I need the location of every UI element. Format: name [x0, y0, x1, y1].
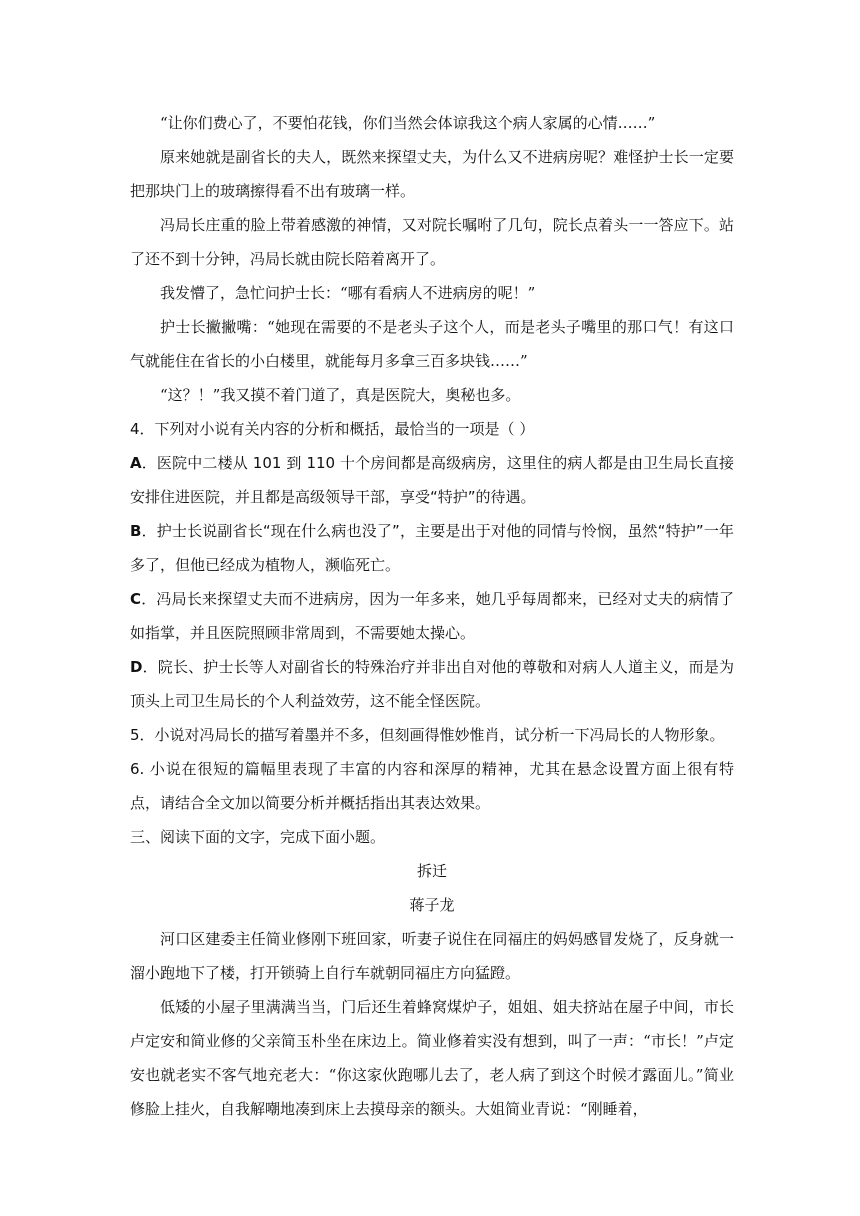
- option-text: ．冯局长来探望丈夫而不进病房，因为一年多来，她几乎每周都来，已经对丈夫的病情了如指掌，并且医院照顾非常周到，不需要她太操心。: [130, 590, 734, 642]
- option-text: ．医院中二楼从 101 到 110 十个房间都是高级病房，这里住的病人都是由卫生局长直接安排住进医院，并且都是高级领导干部，享受“特护”的待遇。: [130, 454, 734, 506]
- story-paragraph: 河口区建委主任简业修刚下班回家，听妻子说住在同福庄的妈妈感冒发烧了，反身就一溜小跑地下了楼，打开锁骑上自行车就朝同福庄方向猛蹬。: [130, 930, 734, 982]
- question-4-option-d: [130, 650, 734, 718]
- option-label: B: [130, 522, 142, 540]
- question-4-option-b: [130, 514, 734, 582]
- question-4-option-a: [130, 446, 734, 514]
- story-paragraph: “让你们费心了，不要怕花钱，你们当然会体谅我这个病人家属的心情……”: [160, 114, 656, 132]
- option-label: A: [130, 454, 142, 472]
- story-paragraph: “这？！”我又摸不着门道了，真是医院大，奥秘也多。: [160, 386, 521, 404]
- option-label: D: [130, 658, 143, 676]
- story-title: 拆迁: [416, 862, 447, 880]
- story-paragraph: 冯局长庄重的脸上带着感激的神情，又对院长嘱咐了几句，院长点着头一一答应下。站了还不到十分钟，冯局长就由院长陪着离开了。: [130, 216, 734, 268]
- question-5: 5．小说对冯局长的描写着墨并不多，但刻画得惟妙惟肖，试分析一下冯局长的人物形象。: [130, 726, 725, 744]
- story-paragraph: 护士长撇撇嘴：“她现在需要的不是老头子这个人，而是老头子嘴里的那口气！有这口气就能住在省长的小白楼里，就能每月多拿三百多块钱……”: [130, 318, 734, 370]
- question-4-stem: 4．下列对小说有关内容的分析和概括，最恰当的一项是（ ）: [130, 420, 535, 438]
- document-page: [130, 106, 734, 1126]
- story-author: 蒋子龙: [409, 896, 455, 914]
- option-label: C: [130, 590, 142, 608]
- story-paragraph: 我发懵了，急忙问护士长：“哪有看病人不进病房的呢！”: [160, 284, 536, 302]
- story-paragraph: 原来她就是副省长的夫人，既然来探望丈夫，为什么又不进病房呢？难怪护士长一定要把那块门上的玻璃擦得看不出有玻璃一样。: [130, 148, 734, 200]
- question-6: 6. 小说在很短的篇幅里表现了丰富的内容和深厚的精神，尤其在悬念设置方面上很有特点，请结合全文加以简要分析并概括指出其表达效果。: [130, 760, 734, 812]
- section-heading: 三、阅读下面的文字，完成下面小题。: [130, 828, 386, 846]
- option-text: ．院长、护士长等人对副省长的特殊治疗并非出自对他的尊敬和对病人人道主义，而是为顶头上司卫生局长的个人利益效劳，这不能全怪医院。: [130, 658, 734, 710]
- story-paragraph: 低矮的小屋子里满满当当，门后还生着蜂窝煤炉子，姐姐、姐夫挤站在屋子中间，市长卢定安和简业修的父亲简玉朴坐在床边上。简业修着实没有想到，叫了一声：“市长！”卢定安也就老实不客气地充老大：“你这家伙跑哪儿去了，老人病了到这个时候才露面儿。”简业修脸上挂火，自我解嘲地凑到床上去摸母亲的额头。大姐简业青说：“刚睡着，: [130, 998, 734, 1118]
- option-text: ．护士长说副省长“现在什么病也没了”，主要是出于对他的同情与怜悯，虽然“特护”一年多了，但他已经成为植物人，濒临死亡。: [130, 522, 734, 574]
- question-4-option-c: [130, 582, 734, 650]
